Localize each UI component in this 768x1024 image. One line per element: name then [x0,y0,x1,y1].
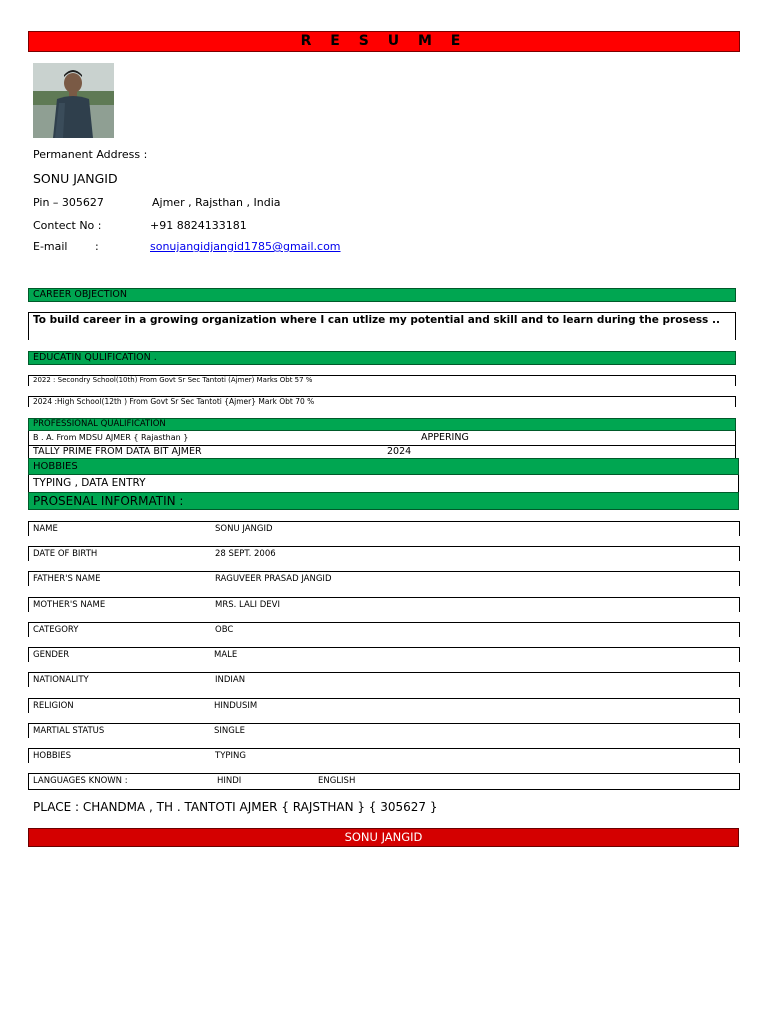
hobbies-row [28,475,739,492]
personal-row-dob [28,546,740,561]
personal-value: HINDUSIM [214,701,258,711]
footer-name-bar [28,828,739,847]
footer-name: SONU JANGID [344,830,423,844]
location: Ajmer , Rajsthan , India [152,196,281,209]
professional-row-tally [28,445,736,458]
tally-year: 2024 [387,446,412,457]
personal-value: HINDI [217,776,242,786]
personal-label: RELIGION [33,701,74,711]
career-objection-box [28,312,736,340]
professional-heading: PROFESSIONAL QUALIFICATION [33,419,166,429]
tally-qualification: TALLY PRIME FROM DATA BIT AJMER [33,446,202,457]
contact-number: +91 8824133181 [150,219,247,232]
personal-row-category [28,622,740,637]
applicant-name: SONU JANGID [33,171,118,186]
personal-value-2: ENGLISH [318,776,356,786]
personal-row-nationality [28,672,740,687]
personal-label: NAME [33,524,58,534]
personal-row-father [28,571,740,586]
personal-label: MARTIAL STATUS [33,726,105,736]
personal-value: 28 SEPT. 2006 [215,549,276,559]
personal-value: SINGLE [214,726,245,736]
email-label: E-mail [33,240,68,253]
career-objection-heading: CAREER OBJECTION [33,289,127,300]
ba-status: APPERING [421,432,469,443]
personal-value: MALE [214,650,238,660]
personal-row-languages [28,773,740,790]
education-line-2: 2024 :High School(12th ) From Govt Sr Sec Tantoti {Ajmer} Mark Obt 70 % [33,397,315,406]
education-row-2 [28,396,736,407]
permanent-address-heading: Permanent Address : [33,148,148,161]
personal-value: INDIAN [215,675,246,685]
place-line: PLACE : CHANDMA , TH . TANTOTI AJMER { RAJSTHAN } { 305627 } [33,800,438,814]
personal-value: TYPING [215,751,246,761]
professional-row-ba [28,431,736,445]
personal-label: GENDER [33,650,70,660]
profile-photo-image [33,63,114,138]
personal-label: HOBBIES [33,751,72,761]
profile-photo [33,63,114,138]
email-colon: : [95,240,99,253]
personal-label: NATIONALITY [33,675,89,685]
education-heading: EDUCATIN QULIFICATION . [33,352,157,363]
personal-row-name [28,521,740,536]
professional-header [28,418,736,431]
personal-info-header [28,492,739,510]
hobbies-text: TYPING , DATA ENTRY [33,477,146,489]
contact-label: Contect No : [33,219,102,232]
personal-label: LANGUAGES KNOWN : [33,776,128,786]
ba-qualification: B . A. From MDSU AJMER { Rajasthan } [33,433,189,442]
hobbies-heading: HOBBIES [33,461,78,472]
pin-code: Pin – 305627 [33,196,104,209]
personal-value: SONU JANGID [215,524,273,534]
personal-info-heading: PROSENAL INFORMATIN : [33,494,184,508]
hobbies-header [28,458,739,475]
personal-label: CATEGORY [33,625,79,635]
personal-row-hobbies [28,748,740,763]
personal-value: MRS. LALI DEVI [215,600,280,610]
personal-value: RAGUVEER PRASAD JANGID [215,574,332,584]
personal-row-gender [28,647,740,662]
personal-label: FATHER'S NAME [33,574,101,584]
resume-title: R E S U M E [28,31,740,52]
career-objection-header [28,288,736,302]
personal-row-religion [28,698,740,713]
education-row-1 [28,375,736,386]
education-header [28,351,736,365]
personal-value: OBC [215,625,234,635]
personal-row-marital [28,723,740,738]
email-link[interactable]: sonujangidjangid1785@gmail.com [150,240,341,253]
education-line-1: 2022 : Secondry School(10th) From Govt Sr Sec Tantoti (Ajmer) Marks Obt 57 % [33,376,313,384]
personal-row-mother [28,597,740,612]
personal-label: MOTHER'S NAME [33,600,106,610]
personal-label: DATE OF BIRTH [33,549,98,559]
career-objection-text: To build career in a growing organization where I can utlize my potential and skill and to learn during the prosess .. [33,314,720,326]
